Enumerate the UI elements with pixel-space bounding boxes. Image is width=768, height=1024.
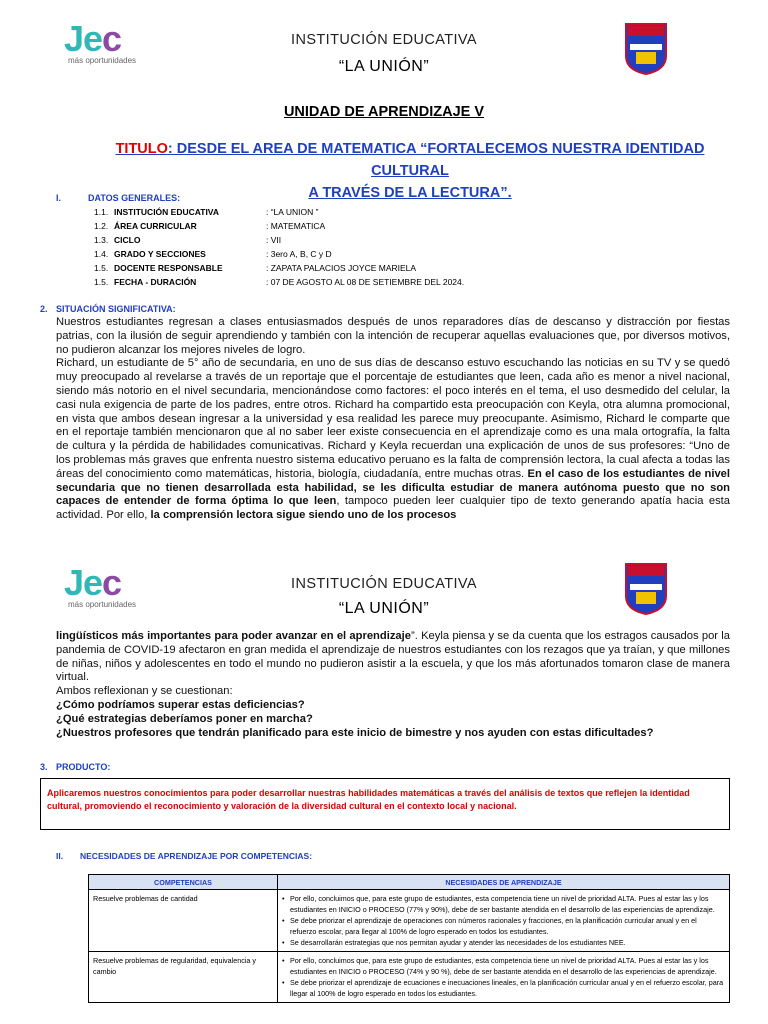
institution-name: “LA UNIÓN”	[338, 600, 430, 617]
logo-tagline: más oportunidades	[68, 600, 137, 609]
institution-name: “LA UNIÓN”	[338, 58, 430, 75]
section-producto-heading: 3. PRODUCTO:	[40, 762, 111, 772]
datos-generales-list	[94, 205, 506, 289]
table-row	[89, 952, 730, 1003]
datos-row: 1.2. ÁREA CURRICULAR : MATEMATICA	[94, 221, 326, 231]
school-crest	[624, 22, 668, 76]
logo-tagline: más oportunidades	[68, 56, 137, 65]
datos-row: 1.3. CICLO : VII	[94, 235, 282, 245]
list-item: • Se debe priorizar el aprendizaje de operaciones con números racionales y fracciones, en la planificación curricular anual y en el refuerzo escolar, para llegar al 100% de logro esperado en todos los estudiantes.	[290, 915, 725, 937]
jec-logo: Jec más oportunidades	[64, 562, 137, 609]
datos-row: 1.5. DOCENTE RESPONSABLE : ZAPATA PALACIOS JOYCE MARIELA	[94, 263, 417, 273]
page-separator	[0, 525, 768, 556]
unit-title: UNIDAD DE APRENDIZAJE V	[283, 104, 485, 120]
necesidades-cell	[278, 952, 730, 1003]
competencia-cell: Resuelve problemas de regularidad, equivalencia y cambio	[89, 952, 278, 1003]
main-title: TITULO: DESDE EL AREA DE MATEMATICA “FORTALECEMOS NUESTRA IDENTIDAD CULTURAL A TRAVÉS DE LA LECTURA”.	[115, 141, 705, 201]
list-item: • Se desarrollarán estrategias que nos permitan ayudar y atender las necesidades de los estudiantes NEE.	[290, 937, 725, 948]
section-situacion-heading: 2. SITUACIÓN SIGNIFICATIVA:	[40, 304, 176, 314]
datos-row: 1.5. FECHA - DURACIÓN : 07 DE AGOSTO AL 08 DE SETIEMBRE DEL 2024.	[94, 277, 465, 287]
column-header-necesidades: NECESIDADES DE APRENDIZAJE	[278, 875, 730, 890]
column-header-competencias: COMPETENCIAS	[89, 875, 278, 890]
list-item: • Por ello, concluimos que, para este grupo de estudiantes, esta competencia tiene un nivel de prioridad ALTA. Pues al estar las y los estudiantes en INICIO o PROCESO (74% y 90 %), debe de ser bastante atendida en el desarrollo de las experiencias de aprendizaje.	[290, 955, 725, 977]
producto-box: Aplicaremos nuestros conocimientos para poder desarrollar nuestras habilidades matemáticas a través del análisis de textos que reflejen la identidad cultural, promoviendo el reconocimiento y valoración de la diversidad cultural en el contexto local y nacional.	[40, 778, 730, 830]
section-datos-heading: I. DATOS GENERALES:	[56, 193, 181, 203]
table-row	[89, 890, 730, 952]
table-header-row	[89, 875, 730, 890]
necesidades-cell	[278, 890, 730, 952]
list-item: • Se debe priorizar el aprendizaje de ecuaciones e inecuaciones lineales, en la planificación curricular anual y en el refuerzo escolar, para llegar al 100% de logro esperado en todos los estudiantes.	[290, 977, 725, 999]
competencias-table	[88, 874, 730, 1003]
list-item: • Por ello, concluimos que, para este grupo de estudiantes, esta competencia tiene un nivel de prioridad ALTA. Pues al estar las y los estudiantes en INICIO o PROCESO (77% y 90%), debe de ser bastante atendida en el desarrollo de las experiencias de aprendizaje.	[290, 893, 725, 915]
competencia-cell: Resuelve problemas de cantidad	[89, 890, 278, 952]
situacion-text-part1: Nuestros estudiantes regresan a clases entusiasmados después de unos reparadores días de descanso y distracción por fiestas patrias, con la ilusión de seguir aprendiendo y también con la intención de recuperar aquellas evaluaciones que, por diversos motivos, no pudieron alcanzar los mejores niveles de logro. Richard, un estudiante de 5° año de secundaria, en uno de sus días de descanso estuvo escuchando las noticias en su TV y se quedó muy preocupado al revelarse a través de un reportaje que el porcentaje de estudiantes que leen, cada año es menor a nivel nacional, siendo más notorio en el nivel secundaria, mencionándose como factores: el poco interés en el tema, el uso desmedido del celular, la casi nula exigencia de parte de los padres, entre otros. Richard ha compartido esta preocupación con Keyla, otra alumna promocional, en vista que ambos desean ingresar a la universidad y esa realidad les parece muy preocupante. Asimismo, Richard le comparte que en el reportaje también mencionaron que al no saber leer existe consecuencia en el aprendizaje como es una mala ortografía, la falta de cultura y la pérdida de habilidades comunicativas. Richard y Keyla recuerdan una explicación de unos de sus profesores: “Uno de los problemas más graves que enfrenta nuestro sistema educativo peruano es la falta de comprensión lectora, la cual afecta a todas las áreas del conocimiento como matemáticas, historia, biología, ciudadanía, entre muchas otras. En el caso de los estudiantes de nivel secundaria que no tienen desarrollada esta habilidad, se les dificulta estudiar de manera autónoma puesto que no son capaces de entender de forma óptima lo que leen, tampoco pueden leer cualquier tipo de texto generando apatía hacia esta actividad. Por ello, la comprensión lectora sigue siendo uno de los procesos	[56, 316, 731, 522]
institution-line1: INSTITUCIÓN EDUCATIVA	[291, 32, 477, 48]
institution-line1: INSTITUCIÓN EDUCATIVA	[291, 576, 477, 592]
jec-logo: Jec más oportunidades	[64, 18, 137, 65]
datos-row: 1.1. INSTITUCIÓN EDUCATIVA : “LA UNION ”	[94, 207, 319, 217]
situacion-text-part2: lingüísticos más importantes para poder avanzar en el aprendizaje”. Keyla piensa y se da cuenta que los estragos causados por la pandemia de COVID-19 afectaron en gran medida el aprendizaje de nuestros estudiantes con los rezagos que ya traían, y que millones de niñas, niños y adolescentes en todo el mundo no pudieron asistir a la escuela, y que los más afortunados tomaron clase de manera virtual. Ambos reflexionan y se cuestionan: ¿Cómo podríamos superar estas deficiencias? ¿Qué estrategias deberíamos poner en marcha? ¿Nuestros profesores que tendrán planificado para este inicio de bimestre y nos ayuden con estas dificultades?	[56, 630, 730, 739]
section-necesidades-heading: II. NECESIDADES DE APRENDIZAJE POR COMPETENCIAS:	[56, 851, 313, 861]
datos-row: 1.4. GRADO Y SECCIONES : 3ero A, B, C y D	[94, 249, 332, 259]
school-crest	[624, 562, 668, 616]
